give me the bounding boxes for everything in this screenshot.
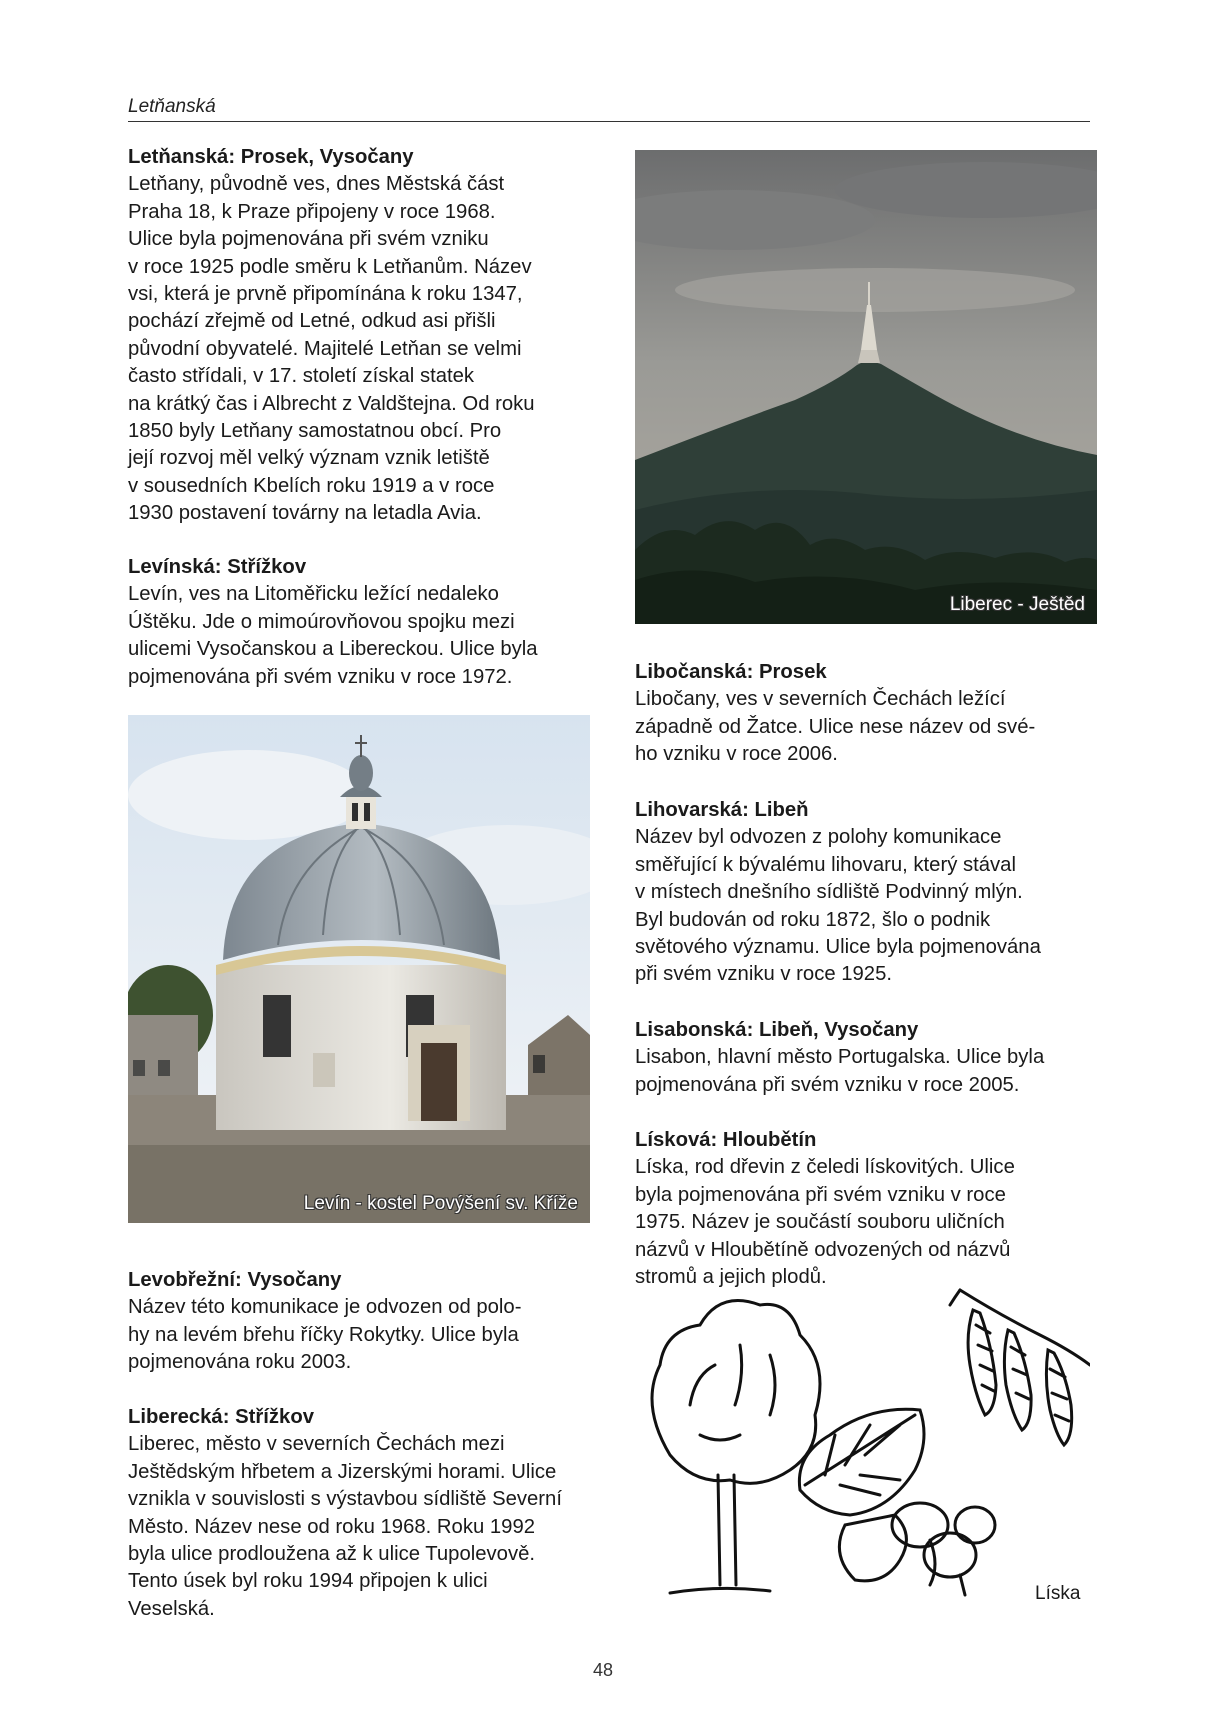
entry-title: Liberecká: Střížkov — [128, 1406, 314, 1428]
entry-body: Libočany, ves v severních Čechách ležící západně od Žatce. Ulice nese název od své- ho vzniku v roce 2006. — [635, 688, 1036, 766]
photo-caption: Liberec - Ještěd — [949, 594, 1085, 615]
entry-body: Líska, rod dřevin z čeledi lískovitých. Ulice byla pojmenována při svém vzniku v roce 1975. Název je součástí souboru uličních názvů v Hloubětíně odvozených od názvů stromů a jejich plodů. — [635, 1156, 1015, 1289]
photo-levin-church — [128, 715, 590, 1223]
running-header: Letňanská — [128, 96, 1090, 122]
entry-liberecka — [128, 1404, 598, 1623]
entry-title: Levínská: Střížkov — [128, 556, 307, 578]
entry-title: Libočanská: Prosek — [635, 661, 827, 683]
entry-title: Lisabonská: Libeň, Vysočany — [635, 1019, 919, 1041]
photo-jested — [635, 150, 1097, 624]
entry-liskova — [635, 1127, 1095, 1291]
entry-title: Lísková: Hloubětín — [635, 1129, 817, 1151]
entry-letnanska — [128, 144, 598, 528]
entry-title: Letňanská: Prosek, Vysočany — [128, 146, 414, 168]
drawing-caption: Líska — [1035, 1583, 1081, 1604]
photo-caption: Levín - kostel Povýšení sv. Kříže — [303, 1193, 578, 1214]
page-number: 48 — [592, 1660, 614, 1680]
entry-title: Levobřežní: Vysočany — [128, 1269, 342, 1291]
entry-levobrezni — [128, 1267, 598, 1377]
entry-body: Lisabon, hlavní město Portugalska. Ulice byla pojmenována při svém vzniku v roce 2005. — [635, 1046, 1045, 1096]
entry-body: Letňany, původně ves, dnes Městská část Praha 18, k Praze připojeny v roce 1968. Ulice byla pojmenována při svém vzniku v roce 1925 podle směru k Letňanům. Název vsi, která je prvně připomínána k roku 1347, pochází zřejmě od Letné, odkud asi přišli původní obyvatelé. Majitelé Letňan se velmi často střídali, v 17. století získal statek na krátký čas i Albrecht z Valdštejna. Od roku 1850 byly Letňany samostatnou obcí. Pro její rozvoj měl velký význam vznik letiště v sousedních Kbelích roku 1919 a v roce 1930 postavení továrny na letadla Avia. — [128, 173, 535, 525]
entry-lisabonska — [635, 1017, 1095, 1099]
entry-body: Liberec, město v severních Čechách mezi Ještědským hřbetem a Jizerskými horami. Ulice vznikla v souvislosti s výstavbou sídliště Severní Město. Název nese od roku 1968. Roku 1992 byla ulice prodloužena až k ulice Tupolevově. Tento úsek byl roku 1994 připojen k ulici Veselská. — [128, 1433, 562, 1620]
entry-title: Lihovarská: Libeň — [635, 799, 809, 821]
entry-levinska — [128, 554, 598, 691]
hazel-illustration — [630, 1285, 1090, 1615]
entry-body: Název byl odvozen z polohy komunikace směřující k bývalému lihovaru, který stával v místech dnešního sídliště Podvinný mlýn. Byl budován od roku 1872, šlo o podnik světového významu. Ulice byla pojmenována při svém vzniku v roce 1925. — [635, 826, 1041, 986]
entry-body: Název této komunikace je odvozen od polo- hy na levém břehu říčky Rokytky. Ulice byla pojmenována roku 2003. — [128, 1296, 522, 1374]
entry-libocanska — [635, 659, 1095, 769]
entry-body: Levín, ves na Litoměřicku ležící nedaleko Úštěku. Jde o mimoúrovňovou spojku mezi ulicemi Vysočanskou a Libereckou. Ulice byla pojmenována při svém vzniku v roce 1972. — [128, 583, 538, 688]
entry-lihovarska — [635, 797, 1095, 989]
